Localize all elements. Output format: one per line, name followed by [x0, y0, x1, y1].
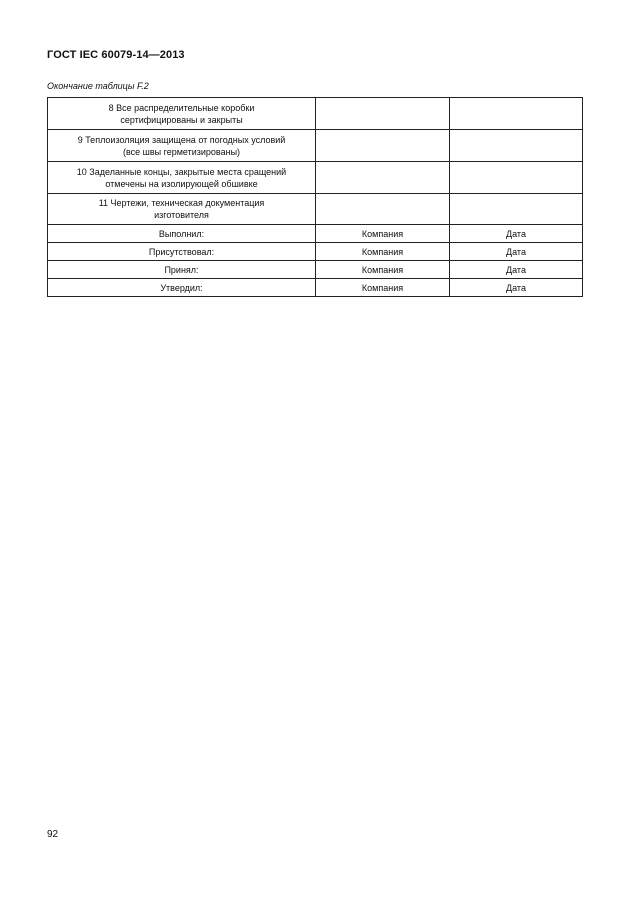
signature-role: Выполнил: [48, 225, 316, 243]
table-row [48, 162, 583, 194]
company-field[interactable]: Компания [316, 243, 450, 261]
company-field[interactable]: Компания [316, 261, 450, 279]
signature-row [48, 261, 583, 279]
checklist-item-text: 10 Заделанные концы, закрытые места сращений отмечены на изолирующей обшивке [76, 166, 287, 189]
date-field[interactable]: Дата [450, 225, 583, 243]
checklist-item-cell [48, 98, 316, 130]
page-number: 92 [47, 829, 59, 840]
date-field[interactable]: Дата [450, 243, 583, 261]
company-field[interactable]: Компания [316, 279, 450, 297]
remark-cell[interactable] [450, 98, 583, 130]
table-row [48, 98, 583, 130]
signature-row [48, 225, 583, 243]
checklist-item-text: 9 Теплоизоляция защищена от погодных условий (все швы герметизированы) [77, 134, 286, 157]
result-cell[interactable] [316, 194, 450, 225]
signature-role: Присутствовал: [48, 243, 316, 261]
remark-cell[interactable] [450, 194, 583, 225]
remark-cell[interactable] [450, 162, 583, 194]
date-field[interactable]: Дата [450, 279, 583, 297]
result-cell[interactable] [316, 130, 450, 162]
checklist-table [47, 97, 583, 297]
result-cell[interactable] [316, 162, 450, 194]
checklist-item-cell [48, 130, 316, 162]
signature-row [48, 279, 583, 297]
checklist-item-text: 8 Все распределительные коробки сертифицированы и закрыты [108, 102, 255, 125]
signature-role: Принял: [48, 261, 316, 279]
checklist-item-text: 11 Чертежи, техническая документация изготовителя [98, 198, 265, 220]
document-header: ГОСТ IEC 60079-14—2013 [47, 49, 185, 61]
remark-cell[interactable] [450, 130, 583, 162]
table-row [48, 194, 583, 225]
checklist-item-cell [48, 194, 316, 225]
signature-row [48, 243, 583, 261]
checklist-item-cell [48, 162, 316, 194]
company-field[interactable]: Компания [316, 225, 450, 243]
signature-role: Утвердил: [48, 279, 316, 297]
table-caption: Окончание таблицы F.2 [47, 81, 149, 91]
date-field[interactable]: Дата [450, 261, 583, 279]
result-cell[interactable] [316, 98, 450, 130]
table-row [48, 130, 583, 162]
